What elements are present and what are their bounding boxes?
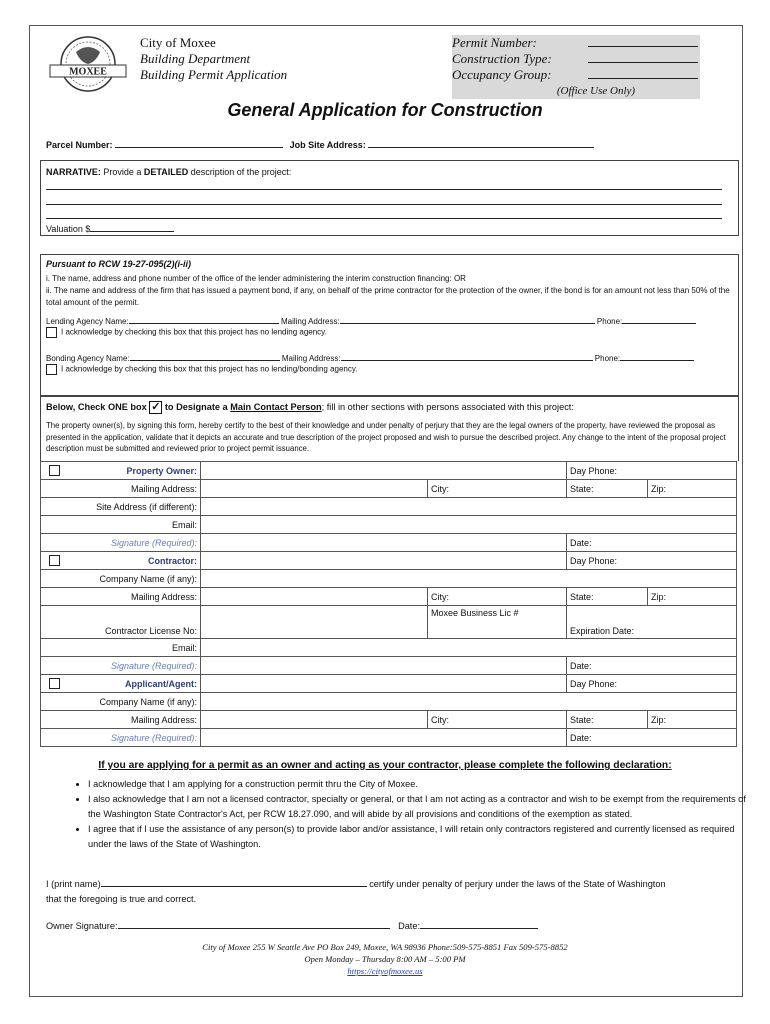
table-row <box>41 552 737 570</box>
occupancy-group-label: Occupancy Group: <box>452 67 552 82</box>
contractor-checkbox[interactable] <box>49 555 60 566</box>
contractor-zip-label: Zip: <box>651 591 667 602</box>
list-item: • I agree that if I use the assistance of any person(s) to provide labor and/or assistance, I will retain only contractors registered and currently licensed as required under the laws of the State of Washington. <box>88 822 753 852</box>
applicant-company-field[interactable] <box>201 693 737 711</box>
contractor-field[interactable] <box>201 552 567 570</box>
contractor-email-field[interactable] <box>201 639 737 657</box>
valuation-field[interactable] <box>90 222 174 232</box>
contractor-city-cell[interactable] <box>428 588 567 606</box>
job-site-label: Job Site Address: <box>289 140 366 150</box>
applicant-state-cell[interactable] <box>567 711 648 729</box>
list-item: • I acknowledge that I am applying for a construction permit thru the City of Moxee. <box>88 777 753 792</box>
site-address-field[interactable] <box>201 498 737 516</box>
owner-mailing-field[interactable] <box>201 480 428 498</box>
table-row <box>41 516 737 534</box>
narrative-label: NARRATIVE: <box>46 167 101 177</box>
contractor-company-label: Company Name (if any): <box>41 570 201 588</box>
job-site-field[interactable] <box>368 138 594 148</box>
contractor-mailing-field[interactable] <box>201 588 428 606</box>
contractor-license-field[interactable] <box>201 606 428 639</box>
ack-bonding-text: I acknowledge by checking this box that this project has no lending/bonding agency. <box>61 364 358 374</box>
applicant-day-phone-cell[interactable] <box>567 675 737 693</box>
permit-number-field[interactable] <box>588 36 698 47</box>
applicant-signature-label: Signature (Required): <box>41 729 201 747</box>
owner-date-label: Date: <box>570 537 592 548</box>
lending-mailing-field[interactable] <box>340 314 595 324</box>
print-name-certify: certify under penalty of perjury under the laws of the State of Washington <box>366 879 666 889</box>
list-item: • I also acknowledge that I am not a licensed contractor, specialty or general, or that I am not acting as a contractor and wish to be exempt from the requirements of the Washington State Contractor's Act, per RCW 18.27.090, and will abide by all provisions and conditions of the exemption as stated. <box>88 792 753 822</box>
owner-day-phone-cell[interactable] <box>567 462 737 480</box>
table-row <box>41 570 737 588</box>
contractor-zip-cell[interactable] <box>648 588 737 606</box>
ack-lending-checkbox[interactable] <box>46 327 57 338</box>
owner-date-cell[interactable] <box>567 534 737 552</box>
applicant-label: Applicant/Agent: <box>125 678 197 689</box>
property-owner-label: Property Owner: <box>126 465 197 476</box>
construction-type-label: Construction Type: <box>452 51 552 66</box>
narrative-prompt-b: DETAILED <box>143 167 189 177</box>
print-name-correct: that the foregoing is true and correct. <box>46 894 197 904</box>
table-row <box>41 588 737 606</box>
applicant-date-label: Date: <box>570 732 592 743</box>
owner-signature-date[interactable] <box>420 919 538 929</box>
contractor-city-label: City: <box>431 591 449 602</box>
parcel-number-field[interactable] <box>115 138 283 148</box>
contractor-day-phone-label: Day Phone: <box>570 555 618 566</box>
table-row <box>41 711 737 729</box>
applicant-zip-cell[interactable] <box>648 711 737 729</box>
footer-hours: Open Monday – Thursday 8:00 AM – 5:00 PM <box>304 954 466 964</box>
table-row <box>41 693 737 711</box>
bonding-agency-label: Bonding Agency Name: <box>46 354 130 363</box>
ack-lending-row <box>46 327 327 338</box>
applicant-city-label: City: <box>431 714 449 725</box>
ack-bonding-row <box>46 364 358 375</box>
applicant-mailing-field[interactable] <box>201 711 428 729</box>
instr-a: Below, Check ONE box <box>46 401 147 412</box>
bonding-phone-field[interactable] <box>620 351 694 361</box>
bonding-row <box>46 351 694 363</box>
moxee-lic-cell[interactable] <box>428 606 567 639</box>
city-name: City of Moxee <box>140 35 216 50</box>
office-use-block <box>452 35 700 99</box>
applicant-state-label: State: <box>570 714 594 725</box>
declaration-list <box>63 777 753 852</box>
contact-instructions <box>46 401 574 414</box>
contractor-license-label: Contractor License No: <box>41 606 201 639</box>
lending-row <box>46 314 696 326</box>
checked-box-icon: ✓ <box>151 401 161 413</box>
contractor-signature-field[interactable] <box>201 657 567 675</box>
table-row <box>41 729 737 747</box>
rcw-heading: Pursuant to RCW 19-27-095(2)(i-ii) <box>46 259 192 269</box>
expiration-label: Expiration Date: <box>570 626 635 636</box>
owner-city-label: City: <box>431 483 449 494</box>
contractor-company-field[interactable] <box>201 570 737 588</box>
office-use-note: (Office Use Only) <box>452 83 700 99</box>
narrative-prompt-a: Provide a <box>103 167 144 177</box>
contractor-label: Contractor: <box>148 555 197 566</box>
rcw-item-ii: ii. The name and address of the firm that has issued a payment bond, if any, on behalf of the prime contractor for the protection of the owner, if the bond is for an amount not less than 50% of the total amount of the permit. <box>46 286 730 307</box>
narrative-prompt <box>46 167 291 177</box>
print-name-field[interactable] <box>101 877 367 887</box>
lending-phone-label: Phone: <box>596 317 623 326</box>
bonding-phone-label: Phone: <box>594 354 621 363</box>
rcw-item-i: i. The name, address and phone number of the office of the lender administering the interim construction financing: OR <box>46 274 466 283</box>
owner-signature-row <box>46 919 538 931</box>
owner-city-cell[interactable] <box>428 480 567 498</box>
applicant-zip-label: Zip: <box>651 714 667 725</box>
property-owner-field[interactable] <box>201 462 567 480</box>
applicant-day-phone-label: Day Phone: <box>570 678 618 689</box>
permit-number-label: Permit Number: <box>452 35 537 50</box>
expiration-cell[interactable] <box>567 606 737 639</box>
contractor-state-cell[interactable] <box>567 588 648 606</box>
narrative-prompt-c: description of the project: <box>188 167 292 177</box>
bonding-agency-field[interactable] <box>130 351 280 361</box>
valuation-label: Valuation $ <box>46 224 91 234</box>
contractor-day-phone-cell[interactable] <box>567 552 737 570</box>
city-seal-logo <box>46 34 130 94</box>
applicant-signature-field[interactable] <box>201 729 567 747</box>
print-name-block <box>46 877 736 907</box>
bonding-mailing-field[interactable] <box>341 351 593 361</box>
narrative-line-1[interactable] <box>46 180 722 190</box>
instr-d: ; fill in other sections with persons associated with this project: <box>321 401 574 412</box>
declaration-heading: If you are applying for a permit as an owner and acting as your contractor, please complete the following declaration: <box>98 760 672 771</box>
logo-text: MOXEE <box>69 66 107 78</box>
owner-state-cell[interactable] <box>567 480 648 498</box>
contractor-date-cell[interactable] <box>567 657 737 675</box>
owner-email-field[interactable] <box>201 516 737 534</box>
site-address-label: Site Address (if different): <box>41 498 201 516</box>
instr-c: Main Contact Person <box>230 401 322 412</box>
table-row <box>41 639 737 657</box>
owner-signature-line[interactable] <box>118 919 390 929</box>
form-title: General Application for Construction <box>227 100 543 120</box>
print-name-label: I (print name) <box>46 879 101 889</box>
owner-state-label: State: <box>570 483 594 494</box>
occupancy-group-field[interactable] <box>588 68 698 79</box>
contractor-signature-label: Signature (Required): <box>41 657 201 675</box>
parcel-row <box>46 138 594 150</box>
owner-email-label: Email: <box>41 516 201 534</box>
narrative-line-3[interactable] <box>46 209 722 219</box>
ack-lending-text: I acknowledge by checking this box that this project has no lending agency. <box>61 327 327 337</box>
footer-website-link[interactable]: https://cityofmoxee.us <box>347 966 423 976</box>
applicant-city-cell[interactable] <box>428 711 567 729</box>
owner-mailing-label: Mailing Address: <box>41 480 201 498</box>
application-name: Building Permit Application <box>140 67 288 82</box>
owner-signature-field[interactable] <box>201 534 567 552</box>
table-row <box>41 480 737 498</box>
footer-address: City of Moxee 255 W Seattle Ave PO Box 249, Moxee, WA 98936 Phone:509-575-8851 Fax 509-575-8852 <box>202 942 568 952</box>
contacts-table <box>40 461 737 747</box>
bonding-mailing-label: Mailing Address: <box>281 354 341 363</box>
moxee-lic-label: Moxee Business Lic # <box>431 608 519 618</box>
table-row <box>41 657 737 675</box>
applicant-mailing-label: Mailing Address: <box>41 711 201 729</box>
contractor-email-label: Email: <box>41 639 201 657</box>
owner-zip-label: Zip: <box>651 483 667 494</box>
owner-signature-date-label: Date: <box>398 921 421 931</box>
lending-agency-label: Lending Agency Name: <box>46 317 129 326</box>
ack-bonding-checkbox[interactable] <box>46 364 57 375</box>
contractor-state-label: State: <box>570 591 594 602</box>
table-row <box>41 498 737 516</box>
rcw-text <box>46 273 732 309</box>
property-owner-checkbox[interactable] <box>49 465 60 476</box>
header-left <box>140 35 287 83</box>
valuation-row <box>46 222 174 234</box>
applicant-company-label: Company Name (if any): <box>41 693 201 711</box>
lending-mailing-label: Mailing Address: <box>280 317 340 326</box>
parcel-number-label: Parcel Number: <box>46 140 113 150</box>
table-row <box>41 534 737 552</box>
table-row <box>41 606 737 639</box>
construction-type-field[interactable] <box>588 52 698 63</box>
applicant-checkbox[interactable] <box>49 678 60 689</box>
applicant-date-cell[interactable] <box>567 729 737 747</box>
lending-agency-field[interactable] <box>129 314 279 324</box>
owner-signature-line-label: Owner Signature: <box>46 921 118 931</box>
department-name: Building Department <box>140 51 251 66</box>
owner-day-phone-label: Day Phone: <box>570 465 618 476</box>
table-row <box>41 675 737 693</box>
owner-certification: The property owner(s), by signing this form, hereby certify to the best of their knowledge and under penalty of perjury that they are the legal owners of the property, have reviewed the proposal as presented in the application, validate that it depicts an accurate and true description of the project proposed and wish to pursue the described project. Any change to the intent of the proposal project description must be submitted and reviewed prior to project permit issuance. <box>46 421 726 453</box>
narrative-line-2[interactable] <box>46 195 722 205</box>
applicant-field[interactable] <box>201 675 567 693</box>
contractor-date-label: Date: <box>570 660 592 671</box>
owner-zip-cell[interactable] <box>648 480 737 498</box>
instr-b: to Designate a <box>164 401 231 412</box>
owner-signature-label: Signature (Required): <box>41 534 201 552</box>
lending-phone-field[interactable] <box>622 314 696 324</box>
table-row <box>41 462 737 480</box>
contractor-mailing-label: Mailing Address: <box>41 588 201 606</box>
